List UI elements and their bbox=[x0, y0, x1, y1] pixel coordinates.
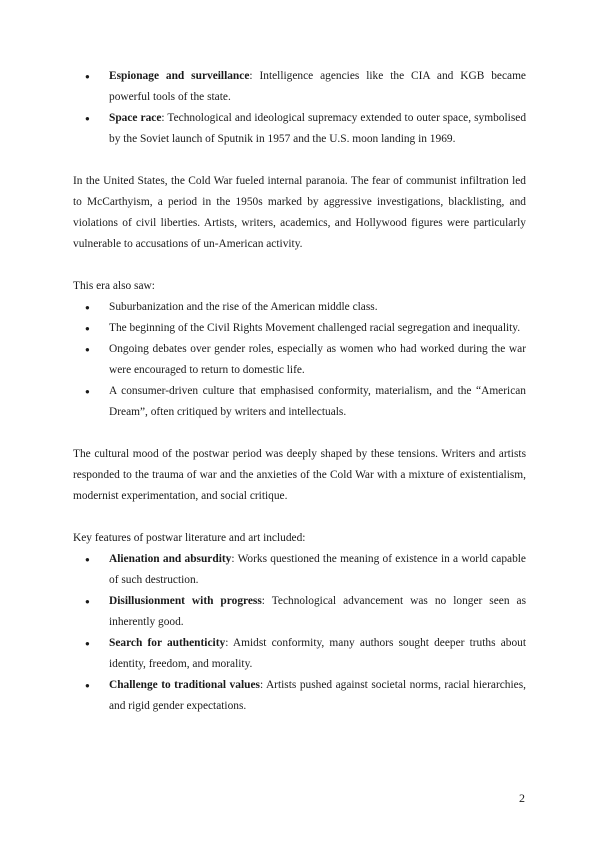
list-item-term: Espionage and surveillance bbox=[109, 70, 250, 82]
paragraph-era-intro: This era also saw: bbox=[73, 280, 155, 292]
list-item bbox=[73, 66, 526, 108]
list-item: ● A consumer-driven culture that emphasised conformity, materialism, and the “American Dream”, often critiqued by writers and intellectuals. bbox=[73, 381, 526, 423]
list-item bbox=[73, 675, 526, 717]
page-number: 2 bbox=[519, 791, 525, 805]
list-item bbox=[73, 549, 526, 591]
list-item: ● Suburbanization and the rise of the American middle class. bbox=[73, 297, 526, 318]
list-item-text: : Amidst conformity, many authors sought deeper truths about identity, freedom, and morality. bbox=[109, 637, 527, 670]
list-item-text: : Technological and ideological supremacy extended to outer space, symbolised by the Soviet launch of Sputnik in 1957 and the U.S. moon landing in 1969. bbox=[109, 112, 527, 145]
list-item-term: Challenge to traditional values bbox=[109, 679, 260, 691]
paragraph-cultural-mood: The cultural mood of the postwar period was deeply shaped by these tensions. Writers and artists responded to the trauma of war and the anxieties of the Cold War with a mixture of existentialism, modernist experimentation, and social critique. bbox=[73, 448, 526, 502]
list-item: ● The beginning of the Civil Rights Movement challenged racial segregation and inequality. bbox=[73, 318, 526, 339]
document-page bbox=[73, 66, 526, 717]
list-item bbox=[73, 108, 526, 150]
list-item bbox=[73, 633, 526, 675]
bullet-list-cold-war bbox=[73, 66, 526, 150]
list-item-text: : Artists pushed against societal norms, racial hierarchies, and rigid gender expectations. bbox=[109, 679, 526, 712]
list-item-text: : Works questioned the meaning of existence in a world capable of such destruction. bbox=[109, 553, 526, 586]
list-item-term: Alienation and absurdity bbox=[109, 553, 232, 565]
paragraph-features-intro: Key features of postwar literature and art included: bbox=[73, 532, 306, 544]
list-item-text: : Technological advancement was no longer seen as inherently good. bbox=[109, 595, 527, 628]
list-item: ● Ongoing debates over gender roles, especially as women who had worked during the war were encouraged to return to domestic life. bbox=[73, 339, 526, 381]
list-item-term: Search for authenticity bbox=[109, 637, 226, 649]
list-item-text: : Intelligence agencies like the CIA and KGB became powerful tools of the state. bbox=[109, 70, 526, 103]
bullet-list-features bbox=[73, 549, 526, 717]
list-item-term: Disillusionment with progress bbox=[109, 595, 262, 607]
list-item-term: Space race bbox=[109, 112, 162, 124]
bullet-list-era bbox=[73, 297, 526, 423]
list-item bbox=[73, 591, 526, 633]
paragraph-us-paranoia: In the United States, the Cold War fueled internal paranoia. The fear of communist infiltration led to McCarthyism, a period in the 1950s marked by aggressive investigations, blacklisting, and violations of civil liberties. Artists, writers, academics, and Hollywood figures were particularly vulnerable to accusations of un-American activity. bbox=[73, 175, 526, 250]
